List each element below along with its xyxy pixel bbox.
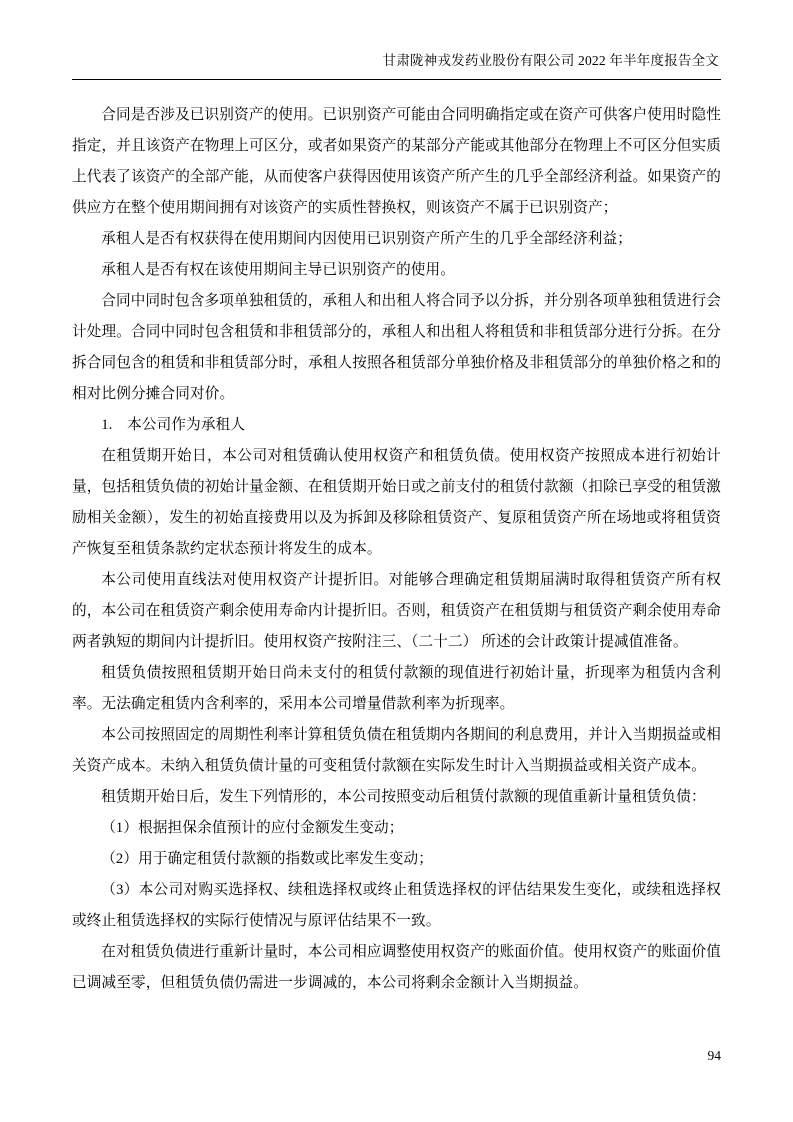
paragraph: 本公司按照固定的周期性利率计算租赁负债在租赁期内各期间的利息费用，并计入当期损益或相关资产成本。未纳入租赁负债计量的可变租赁付款额在实际发生时计入当期损益或相关资产成本。 bbox=[72, 726, 721, 774]
paragraph: 在租赁期开始日，本公司对租赁确认使用权资产和租赁负债。使用权资产按照成本进行初始计量，包括租赁负债的初始计量金额、在租赁期开始日或之前支付的租赁付款额（扣除已享受的租赁激励相关金额），发生的初始直接费用以及为拆卸及移除租赁资产、复原租赁资产所在场地或将租赁资产恢复至租赁条款约定状态预计将发生的成本。 bbox=[72, 447, 721, 557]
list-item: （2）用于确定租赁付款额的指数或比率发生变动； bbox=[101, 850, 433, 867]
page-number: 94 bbox=[707, 1048, 721, 1063]
paragraph: 在对租赁负债进行重新计量时，本公司相应调整使用权资产的账面价值。使用权资产的账面价值已调减至零，但租赁负债仍需进一步调减的，本公司将剩余金额计入当期损益。 bbox=[72, 943, 721, 991]
paragraph: 承租人是否有权获得在使用期间内因使用已识别资产所产生的几乎全部经济利益； bbox=[101, 230, 632, 247]
paragraph: 合同中同时包含多项单独租赁的，承租人和出租人将合同予以分拆，并分别各项单独租赁进行会计处理。合同中同时包含租赁和非租赁部分的，承租人和出租人将租赁和非租赁部分进行分拆。在分拆合同包含的租赁和非租赁部分时，承租人按照各租赁部分单独价格及非租赁部分的单独价格之和的相对比例分摊合同对价。 bbox=[72, 292, 721, 402]
paragraph: 承租人是否有权在该使用期间主导已识别资产的使用。 bbox=[101, 261, 456, 278]
paragraph: 合同是否涉及已识别资产的使用。已识别资产可能由合同明确指定或在资产可供客户使用时隐性指定，并且该资产在物理上可区分，或者如果资产的某部分产能或其他部分在物理上不可区分但实质上代表了该资产的全部产能，从而使客户获得因使用该资产所产生的几乎全部经济利益。如果资产的供应方在整个使用期间拥有对该资产的实质性替换权，则该资产不属于已识别资产； bbox=[72, 106, 721, 216]
numbered-heading: 1. 本公司作为承租人 bbox=[101, 416, 246, 433]
list-item: （3）本公司对购买选择权、续租选择权或终止租赁选择权的评估结果发生变化，或续租选择权或终止租赁选择权的实际行使情况与原评估结果不一致。 bbox=[72, 881, 721, 929]
paragraph: 租赁期开始日后，发生下列情形的，本公司按照变动后租赁付款额的现值重新计量租赁负债： bbox=[101, 788, 706, 805]
page-header: 甘肃陇神戎发药业股份有限公司 2022 年半年度报告全文 bbox=[382, 53, 719, 68]
paragraph: 本公司使用直线法对使用权资产计提折旧。对能够合理确定租赁期届满时取得租赁资产所有权的，本公司在租赁资产剩余使用寿命内计提折旧。否则，租赁资产在租赁期与租赁资产剩余使用寿命两者孰短的期间内计提折旧。使用权资产按附注三、（二十二） 所述的会计政策计提减值准备。 bbox=[72, 571, 721, 650]
document-body bbox=[72, 100, 721, 999]
list-item: （1）根据担保余值预计的应付金额发生变动； bbox=[101, 819, 404, 836]
header-divider bbox=[72, 79, 721, 80]
paragraph: 租赁负债按照租赁期开始日尚未支付的租赁付款额的现值进行初始计量，折现率为租赁内含利率。无法确定租赁内含利率的，采用本公司增量借款利率为折现率。 bbox=[72, 664, 721, 712]
